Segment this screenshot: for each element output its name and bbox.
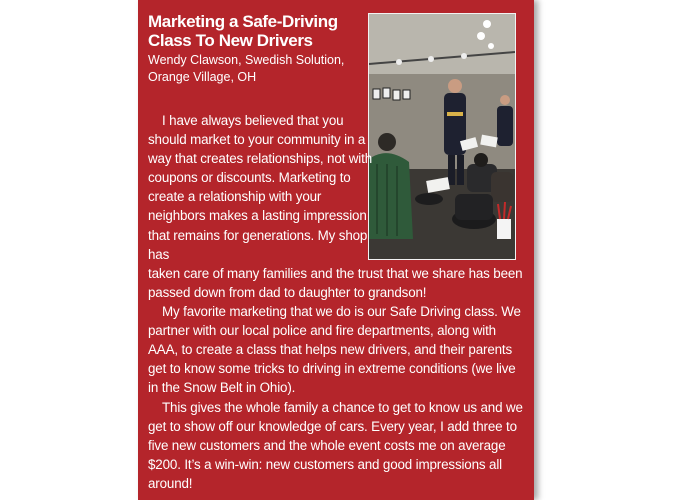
article-paragraph-1-top: I have always believed that you should market to your community in a way that creates relationships, not with coupons or discounts. Marketing to create a relationship with your neighbors makes a lasting impression that remains for generations. My shop has	[148, 113, 372, 262]
article-paragraph-3: This gives the whole family a chance to get to know us and we get to show off our knowledge of cars. Every year, I add three to five new customers and the whole event costs me on average $200. It’s a win-win: new customers and good impressions all around!	[148, 400, 523, 492]
article-paragraph-1-bottom: taken care of many families and the trust that we share has been passed down from dad to daughter to grandson!	[148, 266, 523, 301]
classroom-photo	[368, 13, 516, 260]
article-title: Marketing a Safe-Driving Class To New Drivers	[148, 12, 338, 50]
article-byline: Wendy Clawson, Swedish Solution, Orange Village, OH	[148, 53, 345, 84]
article-paragraph-2: My favorite marketing that we do is our Safe Driving class. We partner with our local police and fire departments, along with AAA, to create a class that helps new drivers, and their parents get to know some tricks to driving in extreme conditions (we live in the Snow Belt in Ohio).	[148, 304, 521, 396]
article-panel	[138, 0, 534, 500]
